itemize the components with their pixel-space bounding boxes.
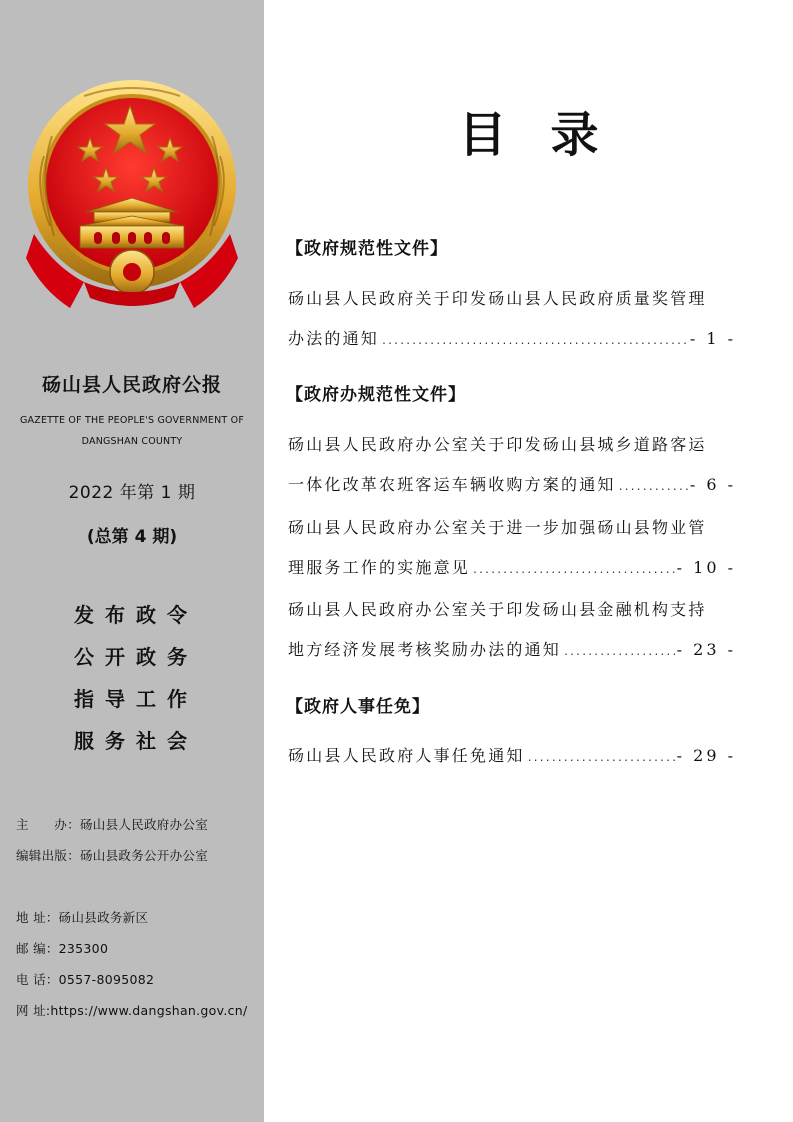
motto-list — [0, 600, 264, 768]
toc-entry-title-line-1: 砀山县人民政府关于印发砀山县人民政府质量奖管理 — [288, 289, 707, 308]
toc-entry[interactable] — [288, 598, 736, 665]
toc-leader-dots — [527, 747, 675, 771]
toc-entry-page: - 29 - — [676, 746, 736, 765]
website-link[interactable]: 网 址:https://www.dangshan.gov.cn/ — [16, 1003, 248, 1018]
toc-entry[interactable] — [288, 516, 736, 583]
toc-entry-title-line-2: 一体化改革农班客运车辆收购方案的通知 — [288, 475, 616, 494]
toc-section-title: 【政府人事任免】 — [286, 697, 430, 717]
phone-info: 电 话：0557-8095082 — [16, 972, 155, 987]
gazette-english-line-2: DANGSHAN COUNTY — [81, 436, 183, 447]
toc-entry[interactable] — [288, 287, 736, 354]
gazette-english-title — [8, 410, 256, 452]
motto-line: 公开政务 — [74, 645, 198, 669]
motto-line: 指导工作 — [74, 687, 198, 711]
toc-entry-title-line-2: 理服务工作的实施意见 — [288, 558, 471, 577]
toc-entry-title-line-2: 地方经济发展考核奖励办法的通知 — [288, 640, 562, 659]
toc-entry-page: - 1 - — [689, 329, 736, 348]
toc-entry[interactable] — [288, 433, 736, 500]
cover-sidebar — [0, 0, 264, 1122]
toc-section-title: 【政府办规范性文件】 — [286, 385, 466, 405]
gazette-title: 砀山县人民政府公报 — [41, 374, 222, 396]
toc-entry-title: 砀山县人民政府人事任免通知 — [288, 746, 525, 765]
motto-line: 发布政令 — [74, 603, 198, 627]
toc-leader-dots — [381, 330, 688, 354]
toc-entry-title-line-1: 砀山县人民政府办公室关于印发砀山县金融机构支持 — [288, 600, 707, 619]
national-emblem-icon — [24, 76, 240, 314]
toc-entry-page: - 6 - — [689, 475, 736, 494]
motto-line: 服务社会 — [74, 729, 198, 753]
toc-entry-title-line-2: 办法的通知 — [288, 329, 380, 348]
toc-leader-dots — [618, 476, 688, 500]
issue-total-number: (总第 4 期) — [86, 527, 178, 547]
issue-number: 2022 年第 1 期 — [68, 483, 196, 503]
toc-leader-dots — [563, 641, 675, 665]
gazette-english-line-1: GAZETTE OF THE PEOPLE'S GOVERNMENT OF — [19, 415, 244, 426]
publisher-info: 编辑出版：砀山县政务公开办公室 — [16, 848, 209, 863]
postcode-info: 邮 编：235300 — [16, 941, 109, 956]
toc-heading: 目录 — [458, 107, 643, 163]
address-info: 地 址：砀山县政务新区 — [16, 910, 149, 925]
toc-entry-title-line-1: 砀山县人民政府办公室关于进一步加强砀山县物业管 — [288, 518, 707, 537]
toc-entry-page: - 23 - — [676, 640, 736, 659]
toc-entry-title-line-1: 砀山县人民政府办公室关于印发砀山县城乡道路客运 — [288, 435, 707, 454]
toc-section-title: 【政府规范性文件】 — [286, 239, 448, 259]
toc-leader-dots — [472, 559, 675, 583]
toc-entry-page: - 10 - — [676, 558, 736, 577]
toc-entry[interactable] — [288, 744, 736, 771]
sponsor-info: 主 办：砀山县人民政府办公室 — [16, 817, 209, 832]
